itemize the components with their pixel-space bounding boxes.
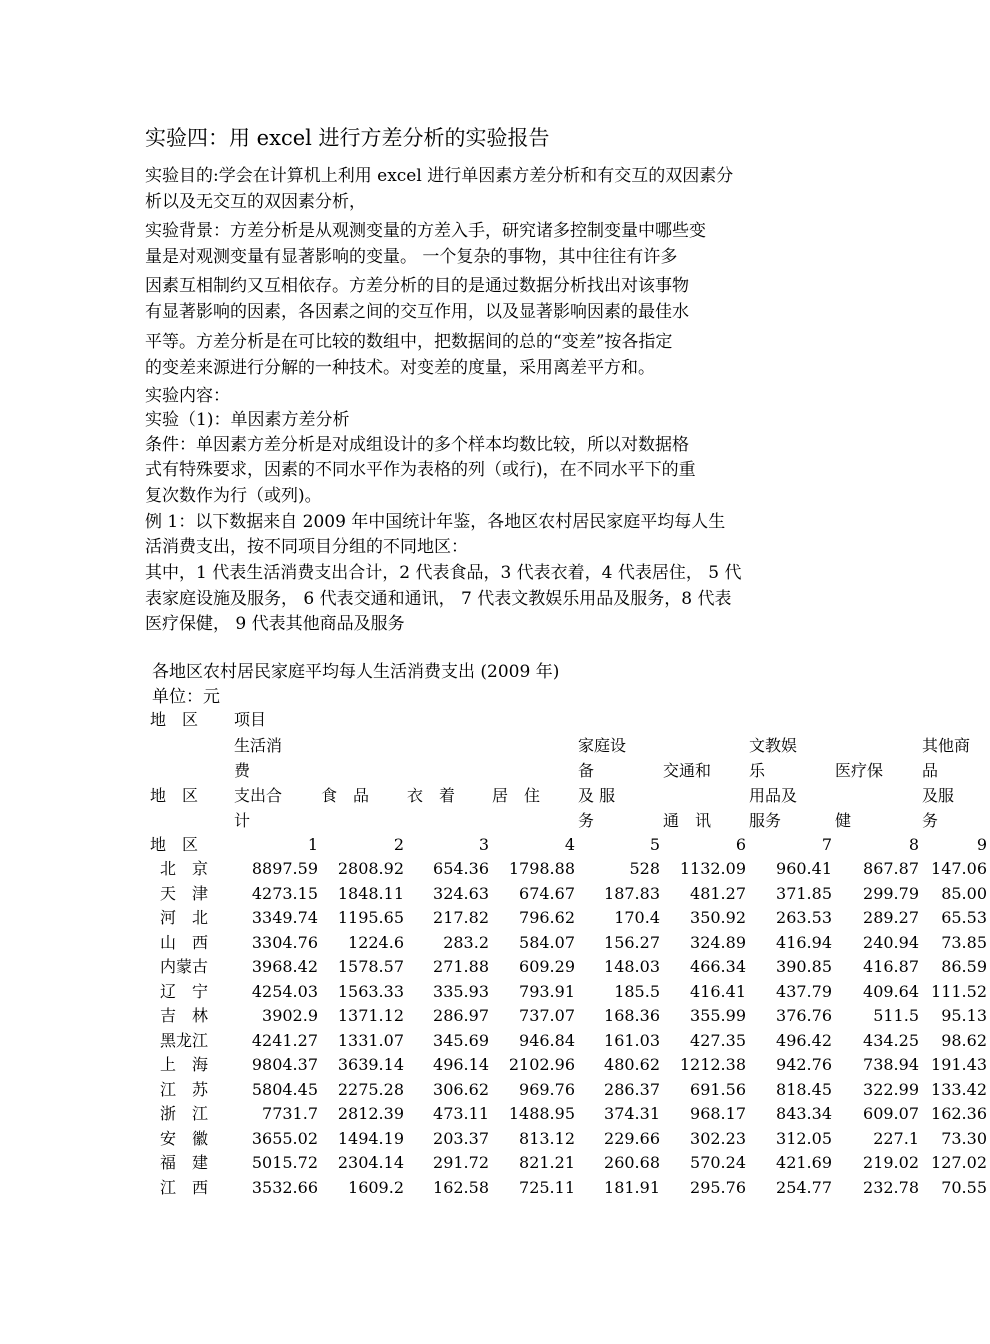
- value-cell: 291.72: [433, 1153, 489, 1172]
- value-cell: 232.78: [863, 1177, 919, 1197]
- header-line: [150, 808, 234, 833]
- column-header: [407, 733, 492, 833]
- value-cell: 111.52: [931, 981, 987, 1001]
- body-text-line: 实验背景：方差分析是从观测变量的方差入手，研究诸多控制变量中哪些变: [145, 221, 706, 241]
- header-line: [663, 733, 749, 758]
- header-line: [492, 808, 578, 833]
- header-line: [321, 758, 407, 783]
- value-cell: 793.91: [519, 981, 575, 1001]
- header-line: [150, 758, 234, 783]
- column-index: 5: [649, 834, 660, 854]
- header-line: [407, 758, 492, 783]
- value-cell: 818.45: [776, 1079, 832, 1099]
- table-container: [150, 708, 987, 1208]
- region-cell: 内蒙古: [160, 957, 209, 976]
- value-cell: 466.34: [690, 957, 746, 976]
- value-cell: 162.36: [931, 1104, 987, 1123]
- region-cell: 北 京: [160, 859, 209, 878]
- value-cell: 867.87: [863, 859, 919, 878]
- value-cell: 295.76: [690, 1177, 746, 1197]
- value-cell: 1195.65: [337, 908, 404, 927]
- table-caption: 各地区农村居民家庭平均每人生活消费支出 (2009 年): [152, 662, 560, 682]
- value-cell: 185.5: [614, 981, 660, 1001]
- value-cell: 3902.9: [262, 1006, 318, 1025]
- value-cell: 240.94: [863, 932, 919, 952]
- value-cell: 1494.19: [337, 1128, 404, 1148]
- value-cell: 1563.33: [337, 981, 404, 1001]
- column-index: 1: [307, 834, 318, 854]
- value-cell: 170.4: [614, 908, 660, 927]
- value-cell: 70.55: [941, 1177, 987, 1197]
- value-cell: 946.84: [519, 1030, 575, 1050]
- column-index: 9: [976, 834, 987, 854]
- value-cell: 227.1: [873, 1128, 919, 1148]
- value-cell: 584.07: [519, 932, 575, 952]
- column-header: [835, 733, 922, 833]
- column-index: 8: [908, 834, 919, 854]
- value-cell: 528: [629, 859, 660, 878]
- value-cell: 3655.02: [251, 1128, 318, 1148]
- value-cell: 821.21: [519, 1153, 575, 1172]
- value-cell: 3349.74: [251, 908, 318, 927]
- value-cell: 473.11: [433, 1104, 489, 1123]
- header-line: [407, 808, 492, 833]
- header-line: 乐: [749, 760, 766, 780]
- value-cell: 609.07: [863, 1104, 919, 1123]
- value-cell: 98.62: [941, 1030, 987, 1050]
- value-cell: 350.92: [690, 908, 746, 927]
- value-cell: 219.02: [863, 1153, 919, 1172]
- expenditure-table: [150, 708, 990, 1200]
- value-cell: 133.42: [931, 1079, 987, 1099]
- value-cell: 942.76: [776, 1055, 832, 1074]
- body-text-line: 活消费支出，按不同项目分组的不同地区：: [145, 537, 468, 557]
- value-cell: 3304.76: [251, 932, 318, 952]
- value-cell: 217.82: [433, 908, 489, 927]
- header-line: [835, 783, 922, 808]
- column-header: [922, 733, 990, 833]
- value-cell: 322.99: [863, 1079, 919, 1099]
- report-title: 实验四：用 excel 进行方差分析的实验报告: [145, 126, 550, 150]
- empty-cell: [749, 708, 835, 733]
- header-line: 医疗保: [835, 760, 884, 780]
- column-header: [492, 733, 578, 833]
- value-cell: 162.58: [433, 1177, 489, 1197]
- body-text-line: 实验目的:学会在计算机上利用 excel 进行单因素方差分析和有交互的双因素分: [145, 166, 734, 186]
- column-header: [749, 733, 835, 833]
- column-header: [321, 733, 407, 833]
- region-cell: 福 建: [160, 1153, 209, 1172]
- value-cell: 416.87: [863, 957, 919, 976]
- row-label: 地 区: [150, 834, 199, 854]
- region-cell: 天 津: [160, 883, 209, 903]
- empty-cell: [407, 708, 492, 733]
- body-text-line: 的变差来源进行分解的一种技术。对变差的度量，采用离差平方和。: [145, 358, 655, 378]
- value-cell: 5804.45: [251, 1079, 318, 1099]
- region-cell: 河 北: [160, 908, 209, 927]
- value-cell: 1848.11: [337, 883, 404, 903]
- region-cell: 安 徽: [160, 1128, 209, 1148]
- value-cell: 95.13: [941, 1006, 987, 1025]
- region-cell: 江 西: [160, 1177, 209, 1197]
- body-text-line: 其中，1 代表生活消费支出合计，2 代表食品，3 代表衣着，4 代表居住， 5 代: [145, 563, 742, 583]
- value-cell: 271.88: [433, 957, 489, 976]
- region-cell: 江 苏: [160, 1079, 209, 1099]
- value-cell: 1132.09: [679, 859, 746, 878]
- table-row: [150, 1029, 990, 1054]
- header-line: 衣 着: [407, 785, 456, 805]
- header-line: [150, 733, 234, 758]
- value-cell: 148.03: [604, 957, 660, 976]
- header-line: 食 品: [321, 785, 370, 805]
- value-cell: 147.06: [931, 859, 987, 878]
- body-text-line: 条件：单因素方差分析是对成组设计的多个样本均数比较，所以对数据格: [145, 435, 689, 455]
- value-cell: 1609.2: [348, 1177, 404, 1197]
- header-line: [321, 808, 407, 833]
- value-cell: 1798.88: [508, 859, 575, 878]
- value-cell: 796.62: [519, 908, 575, 927]
- header-line: [492, 733, 578, 758]
- value-cell: 181.91: [604, 1177, 660, 1197]
- column-index: 2: [393, 834, 404, 854]
- region-cell: 黑龙江: [160, 1030, 209, 1050]
- value-cell: 1578.57: [337, 957, 404, 976]
- value-cell: 570.24: [690, 1153, 746, 1172]
- table-row: [150, 906, 990, 931]
- region-cell: 吉 林: [160, 1006, 209, 1025]
- region-cell: 上 海: [160, 1055, 209, 1074]
- column-index: 3: [478, 834, 489, 854]
- value-cell: 2304.14: [337, 1153, 404, 1172]
- value-cell: 324.63: [433, 883, 489, 903]
- header-line: 服务: [749, 810, 782, 830]
- body-text-line: 医疗保健， 9 代表其他商品及服务: [145, 614, 405, 634]
- body-text-line: 复次数作为行（或列)。: [145, 486, 322, 506]
- header-line: 品: [922, 760, 939, 780]
- column-header: [150, 733, 234, 833]
- table-row: [150, 1176, 990, 1201]
- value-cell: 283.2: [443, 932, 489, 952]
- value-cell: 2808.92: [337, 859, 404, 878]
- header-line: 文教娱: [749, 735, 798, 755]
- header-line: 生活消: [234, 735, 283, 755]
- value-cell: 2275.28: [337, 1079, 404, 1099]
- header-cell: 项目: [234, 710, 267, 729]
- column-index: 4: [564, 834, 575, 854]
- body-text-line: 表家庭设施及服务， 6 代表交通和通讯， 7 代表文教娱乐用品及服务，8 代表: [145, 589, 732, 609]
- table-row: [150, 1078, 990, 1103]
- table-row: [150, 931, 990, 956]
- value-cell: 312.05: [776, 1128, 832, 1148]
- value-cell: 1371.12: [337, 1006, 404, 1025]
- value-cell: 496.42: [776, 1030, 832, 1050]
- value-cell: 260.68: [604, 1153, 660, 1172]
- value-cell: 5015.72: [251, 1153, 318, 1172]
- value-cell: 1488.95: [508, 1104, 575, 1123]
- value-cell: 480.62: [604, 1055, 660, 1074]
- body-text-line: 实验（1)：单因素方差分析: [145, 410, 350, 430]
- body-text-line: 式有特殊要求，因素的不同水平作为表格的列（或行)，在不同水平下的重: [145, 460, 696, 480]
- value-cell: 737.07: [519, 1006, 575, 1025]
- table-row: [150, 955, 990, 980]
- header-line: 健: [835, 810, 852, 830]
- header-line: [492, 758, 578, 783]
- value-cell: 324.89: [690, 932, 746, 952]
- header-line: 居 住: [492, 785, 541, 805]
- header-line: 通 讯: [663, 810, 712, 830]
- value-cell: 1224.6: [348, 932, 404, 952]
- header-line: 交通和: [663, 760, 712, 780]
- header-line: 备: [578, 760, 595, 780]
- region-cell: 山 西: [160, 932, 209, 952]
- header-line: 务: [922, 810, 939, 830]
- table-header-row: [150, 733, 990, 833]
- empty-cell: [578, 708, 663, 733]
- value-cell: 416.41: [690, 981, 746, 1001]
- value-cell: 345.69: [433, 1030, 489, 1050]
- value-cell: 286.97: [433, 1006, 489, 1025]
- body-text-line: 因素互相制约又互相依存。方差分析的目的是通过数据分析找出对该事物: [145, 276, 689, 296]
- value-cell: 374.31: [604, 1104, 660, 1123]
- value-cell: 203.37: [433, 1128, 489, 1148]
- value-cell: 3968.42: [251, 957, 318, 976]
- body-text-line: 有显著影响的因素，各因素之间的交互作用，以及显著影响因素的最佳水: [145, 302, 689, 322]
- empty-cell: [922, 708, 990, 733]
- value-cell: 609.29: [519, 957, 575, 976]
- value-cell: 813.12: [519, 1128, 575, 1148]
- value-cell: 968.17: [690, 1104, 746, 1123]
- value-cell: 335.93: [433, 981, 489, 1001]
- value-cell: 289.27: [863, 908, 919, 927]
- value-cell: 73.30: [941, 1128, 987, 1148]
- body-text-line: 量是对观测变量有显著影响的变量。 一个复杂的事物，其中往往有许多: [145, 247, 678, 267]
- empty-cell: [663, 708, 749, 733]
- value-cell: 161.03: [604, 1030, 660, 1050]
- value-cell: 843.34: [776, 1104, 832, 1123]
- value-cell: 738.94: [863, 1055, 919, 1074]
- value-cell: 691.56: [690, 1079, 746, 1099]
- table-header-row: [150, 708, 990, 733]
- value-cell: 263.53: [776, 908, 832, 927]
- header-line: 及服: [922, 785, 955, 805]
- body-text-line: 析以及无交互的双因素分析，: [145, 192, 366, 212]
- table-row: [150, 1004, 990, 1029]
- table-row: [150, 1053, 990, 1078]
- value-cell: 437.79: [776, 981, 832, 1001]
- table-index-row: [150, 833, 990, 858]
- value-cell: 3532.66: [251, 1177, 318, 1197]
- table-row: [150, 882, 990, 907]
- value-cell: 1331.07: [337, 1030, 404, 1050]
- value-cell: 969.76: [519, 1079, 575, 1099]
- header-line: 其他商: [922, 735, 971, 755]
- header-line: 务: [578, 810, 595, 830]
- header-line: [321, 733, 407, 758]
- value-cell: 2102.96: [508, 1055, 575, 1074]
- value-cell: 302.23: [690, 1128, 746, 1148]
- column-index: 7: [821, 834, 832, 854]
- value-cell: 421.69: [776, 1153, 832, 1172]
- table-row: [150, 980, 990, 1005]
- value-cell: 390.85: [776, 957, 832, 976]
- header-line: 地 区: [150, 785, 199, 805]
- header-line: [835, 733, 922, 758]
- table-row: [150, 1127, 990, 1152]
- value-cell: 8897.59: [251, 859, 318, 878]
- value-cell: 86.59: [941, 957, 987, 976]
- body-text-line: 例 1：以下数据来自 2009 年中国统计年鉴，各地区农村居民家庭平均每人生: [145, 512, 726, 532]
- value-cell: 496.14: [433, 1055, 489, 1074]
- region-cell: 浙 江: [160, 1104, 209, 1123]
- value-cell: 960.41: [776, 859, 832, 878]
- value-cell: 73.85: [941, 932, 987, 952]
- value-cell: 674.67: [519, 883, 575, 903]
- header-line: 家庭设: [578, 735, 627, 755]
- empty-cell: [321, 708, 407, 733]
- table-row: [150, 857, 990, 882]
- body-text-line: 实验内容：: [145, 386, 230, 406]
- value-cell: 2812.39: [337, 1104, 404, 1123]
- header-line: 及 服: [578, 785, 616, 805]
- table-unit: 单位：元: [152, 687, 220, 707]
- value-cell: 306.62: [433, 1079, 489, 1099]
- header-line: 计: [234, 810, 251, 830]
- value-cell: 371.85: [776, 883, 832, 903]
- value-cell: 511.5: [873, 1006, 919, 1025]
- column-header: [663, 733, 749, 833]
- value-cell: 4254.03: [251, 981, 318, 1001]
- body-text-line: 平等。方差分析是在可比较的数组中，把数据间的总的“变差”按各指定: [145, 332, 673, 352]
- value-cell: 229.66: [604, 1128, 660, 1148]
- value-cell: 416.94: [776, 932, 832, 952]
- value-cell: 299.79: [863, 883, 919, 903]
- value-cell: 85.00: [941, 883, 987, 903]
- header-line: 支出合: [234, 785, 283, 805]
- empty-cell: [492, 708, 578, 733]
- value-cell: 9804.37: [251, 1055, 318, 1074]
- header-line: [407, 733, 492, 758]
- column-index: 6: [735, 834, 746, 854]
- value-cell: 127.02: [931, 1153, 987, 1172]
- value-cell: 4241.27: [251, 1030, 318, 1050]
- value-cell: 376.76: [776, 1006, 832, 1025]
- column-header: [578, 733, 663, 833]
- table-row: [150, 1151, 990, 1176]
- value-cell: 168.36: [604, 1006, 660, 1025]
- value-cell: 355.99: [690, 1006, 746, 1025]
- value-cell: 254.77: [776, 1177, 832, 1197]
- value-cell: 187.83: [604, 883, 660, 903]
- header-line: 费: [234, 760, 251, 780]
- column-header: [234, 733, 321, 833]
- region-cell: 辽 宁: [160, 981, 209, 1001]
- value-cell: 191.43: [931, 1055, 987, 1074]
- header-line: 用品及: [749, 785, 798, 805]
- value-cell: 286.37: [604, 1079, 660, 1099]
- value-cell: 65.53: [941, 908, 987, 927]
- value-cell: 481.27: [690, 883, 746, 903]
- header-line: [663, 783, 749, 808]
- value-cell: 654.36: [433, 859, 489, 878]
- header-cell: 地 区: [150, 710, 199, 729]
- value-cell: 1212.38: [679, 1055, 746, 1074]
- value-cell: 156.27: [604, 932, 660, 952]
- value-cell: 3639.14: [337, 1055, 404, 1074]
- table-row: [150, 1102, 990, 1127]
- value-cell: 4273.15: [251, 883, 318, 903]
- value-cell: 7731.7: [262, 1104, 318, 1123]
- value-cell: 434.25: [863, 1030, 919, 1050]
- value-cell: 725.11: [519, 1177, 575, 1197]
- value-cell: 427.35: [690, 1030, 746, 1050]
- value-cell: 409.64: [863, 981, 919, 1001]
- empty-cell: [835, 708, 922, 733]
